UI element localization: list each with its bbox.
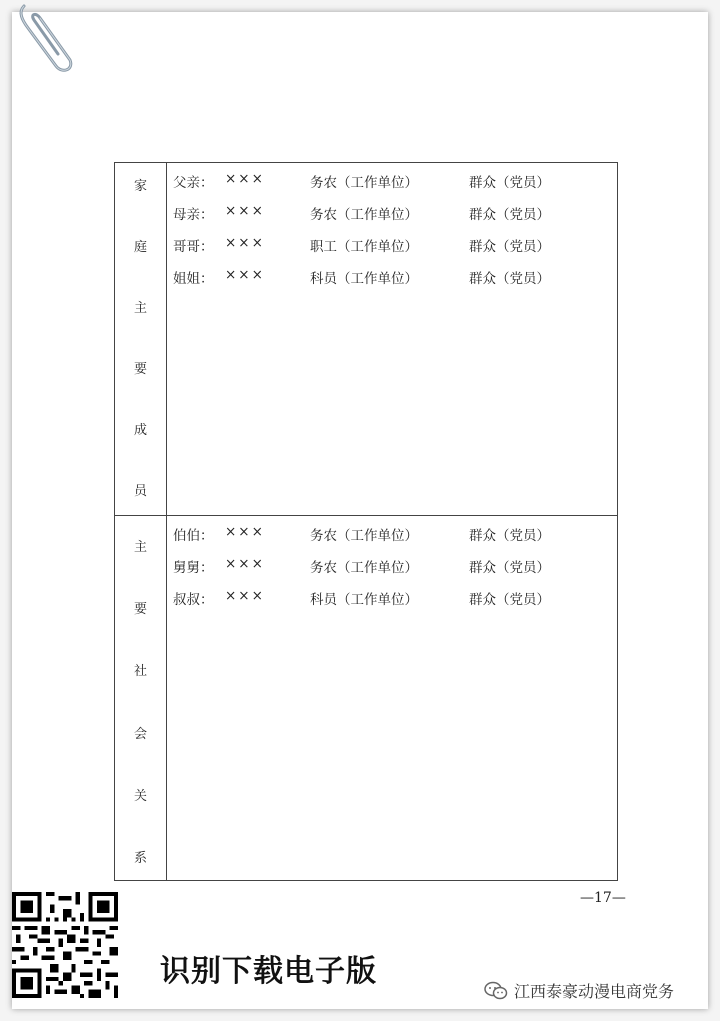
social-relation-row [167,556,617,588]
occupation: 职工（工作单位） [310,239,418,255]
qr-code[interactable] [12,892,118,998]
relation: 哥哥： [173,239,214,255]
occupation: 务农（工作单位） [310,528,418,544]
member-name: ××× [225,556,265,572]
member-name: ××× [225,524,265,540]
relation: 舅舅： [173,560,214,576]
download-caption: 识别下载电子版 [160,954,377,989]
occupation: 科员（工作单位） [310,592,418,608]
social-relations-cell [167,516,618,881]
family-member-row [167,203,617,235]
political-status: 群众（党员） [469,207,550,223]
relation: 伯伯： [173,528,214,544]
relations-table [114,162,618,881]
relation: 父亲： [173,175,214,191]
relation: 叔叔： [173,592,214,608]
member-name: ××× [225,267,265,283]
occupation: 科员（工作单位） [310,271,418,287]
label-char: 会 [133,726,147,742]
document-page [12,12,708,1009]
member-name: ××× [225,203,265,219]
occupation: 务农（工作单位） [310,560,418,576]
label-char: 系 [133,850,147,866]
relation: 母亲： [173,207,214,223]
social-label-cell [115,516,167,881]
political-status: 群众（党员） [469,239,550,255]
family-member-row [167,267,617,299]
political-status: 群众（党员） [469,592,550,608]
family-member-row [167,235,617,267]
political-status: 群众（党员） [469,560,550,576]
occupation: 务农（工作单位） [310,175,418,191]
label-char: 庭 [133,240,147,255]
wechat-watermark [484,979,674,1002]
label-char: 要 [133,362,147,377]
family-member-row [167,171,617,203]
paperclip-icon [16,0,78,76]
label-char: 关 [133,788,147,804]
political-status: 群众（党员） [469,528,550,544]
label-char: 成 [133,423,147,438]
label-char: 社 [133,664,147,680]
political-status: 群众（党员） [469,271,550,287]
member-name: ××× [225,235,265,251]
label-char: 主 [133,540,147,555]
family-label-cell [115,163,167,516]
social-relation-row [167,524,617,556]
social-relation-row [167,588,617,620]
label-char: 家 [133,179,147,194]
occupation: 务农（工作单位） [310,207,418,223]
member-name: ××× [225,588,265,604]
label-char: 员 [133,484,147,499]
member-name: ××× [225,171,265,187]
relation: 姐姐： [173,271,214,287]
family-members-cell [167,163,618,516]
wechat-account-name: 江西泰豪动漫电商党务 [514,982,675,1001]
political-status: 群众（党员） [469,175,550,191]
wechat-icon [484,981,508,1001]
label-char: 主 [133,301,147,316]
label-char: 要 [133,602,147,618]
page-number: —17— [580,890,626,906]
